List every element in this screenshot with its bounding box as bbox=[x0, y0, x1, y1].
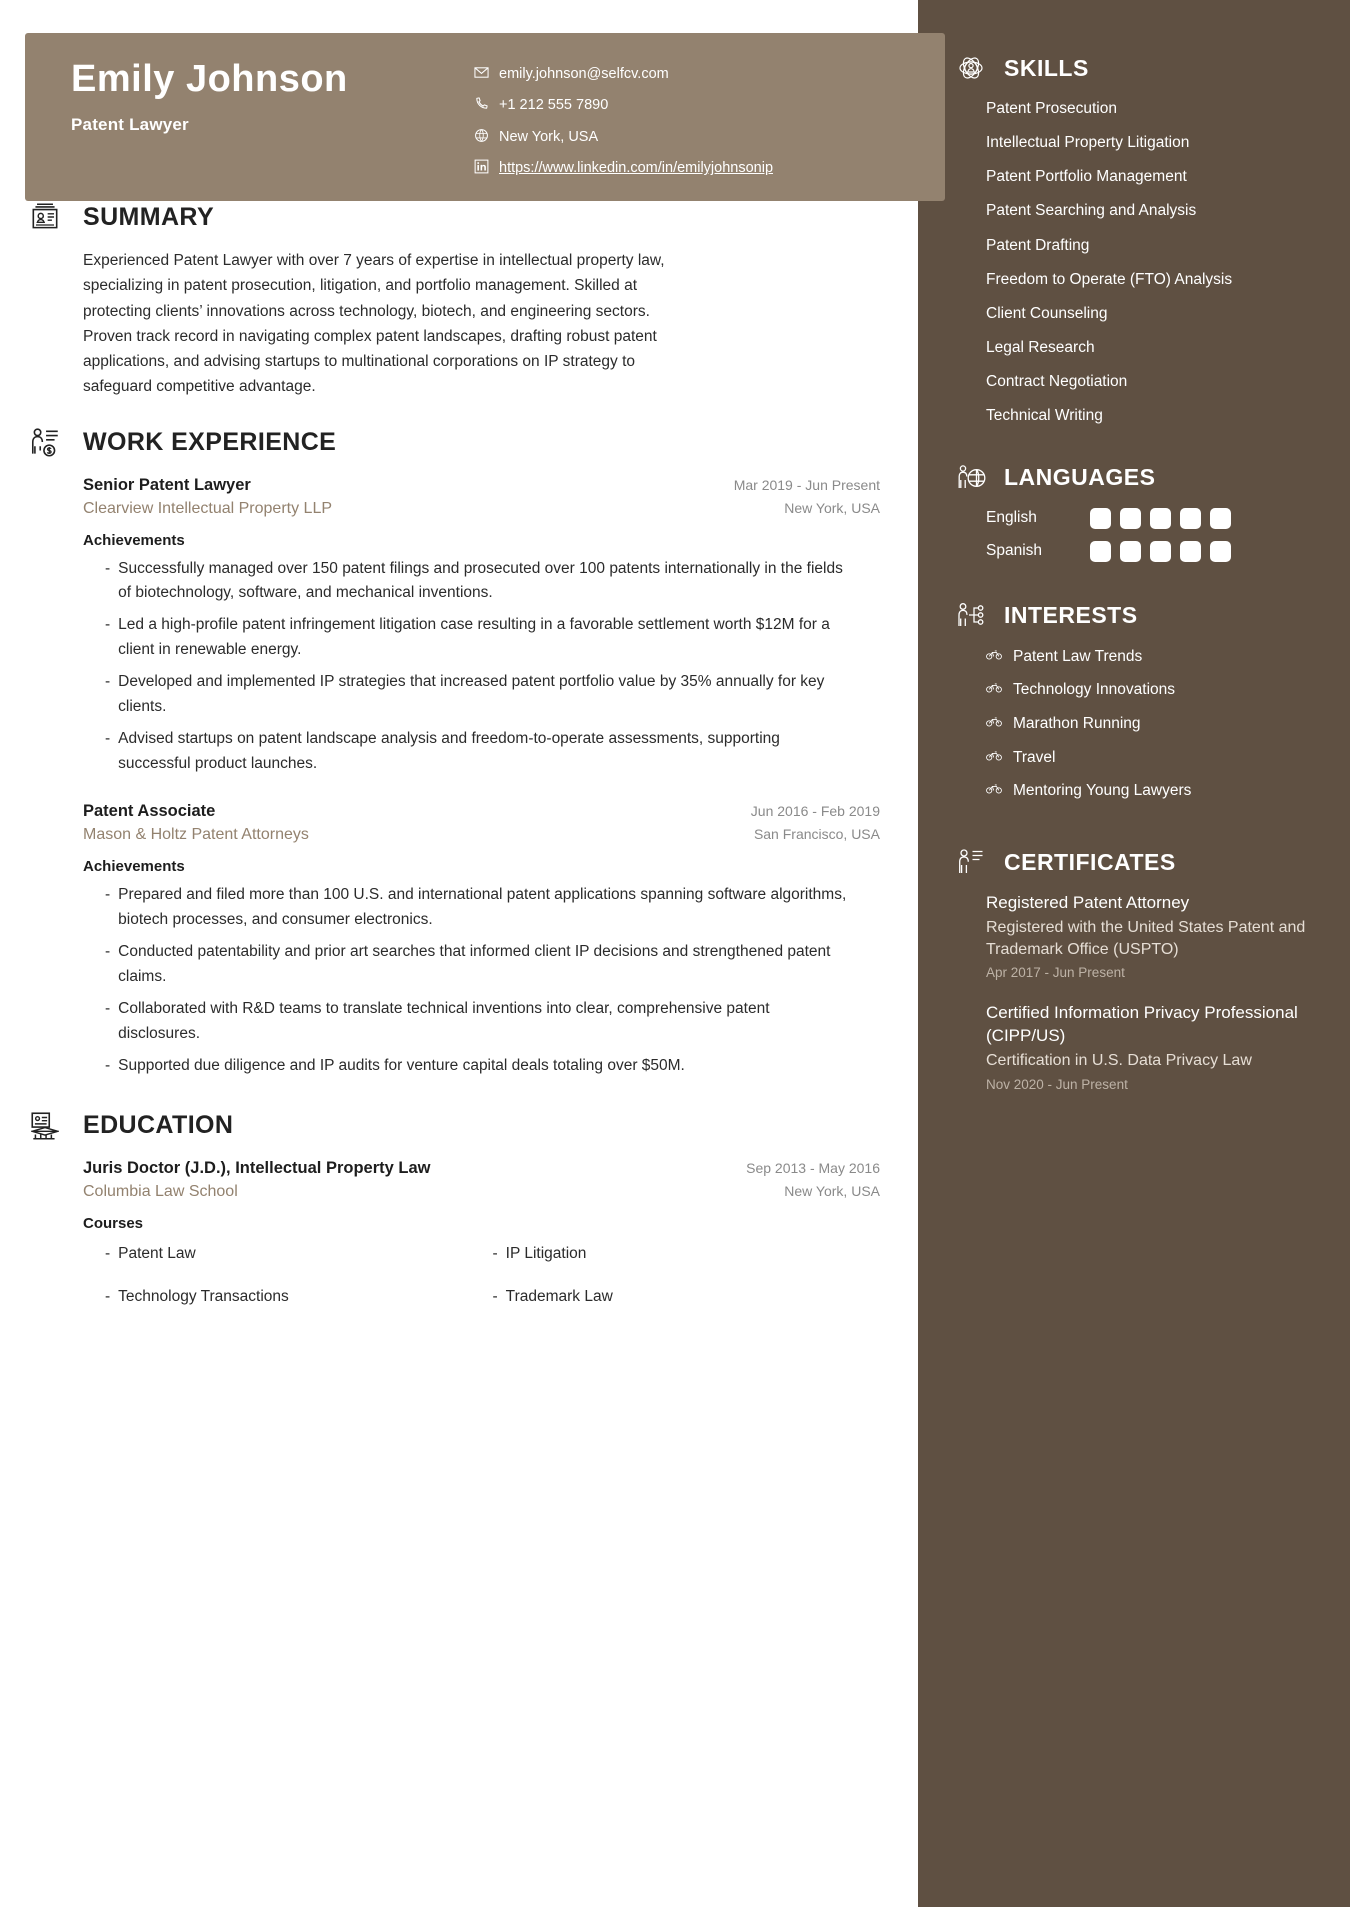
bullet-dash: - bbox=[105, 730, 111, 748]
level-dot bbox=[1090, 541, 1111, 562]
course-text: IP Litigation bbox=[505, 1244, 587, 1262]
certificate-description: Registered with the United States Patent and Trademark Office (USPTO) bbox=[986, 918, 1306, 958]
work-entry-header bbox=[83, 802, 880, 821]
globe-icon bbox=[471, 126, 491, 143]
work-entry-subheader bbox=[83, 826, 880, 844]
course-item bbox=[493, 1242, 881, 1265]
header-banner bbox=[25, 33, 945, 201]
skill-item: Intellectual Property Litigation bbox=[986, 134, 1190, 152]
work-entry bbox=[25, 802, 880, 1078]
education-entry-title: Juris Doctor (J.D.), Intellectual Property Law bbox=[83, 1158, 431, 1177]
achievement-item bbox=[105, 1054, 880, 1078]
bullet-dash: - bbox=[105, 1288, 111, 1306]
section-summary bbox=[25, 200, 880, 400]
work-entry-date: Mar 2019 - Jun Present bbox=[733, 476, 880, 493]
interests-heading bbox=[952, 600, 1316, 632]
bullet-dash: - bbox=[105, 1244, 111, 1262]
level-dot bbox=[1180, 508, 1201, 529]
work-entry-header bbox=[83, 476, 880, 495]
language-row bbox=[952, 541, 1316, 562]
work-entry bbox=[25, 476, 880, 777]
certificates-heading bbox=[952, 846, 1316, 878]
achievement-item bbox=[105, 940, 880, 989]
achievement-item bbox=[105, 727, 880, 776]
header-identity bbox=[71, 59, 471, 201]
summary-text: Experienced Patent Lawyer with over 7 years of expertise in intellectual property law, specializing in patent prosecution, litigation, and portfolio management. Skilled at protecting clients’ innovations across technology, biotech, and engineering sectors. Proven track record in navigating complex patent landscapes, drafting robust patent applications, and advising startups to multinational corporations on IP strategy to safeguard competitive advantage. bbox=[83, 252, 665, 396]
skill-item: Freedom to Operate (FTO) Analysis bbox=[986, 270, 1233, 288]
skill-item: Technical Writing bbox=[986, 407, 1103, 425]
language-row bbox=[952, 508, 1316, 529]
work-entry-organization: Mason & Holtz Patent Attorneys bbox=[83, 826, 309, 844]
envelope-icon bbox=[471, 63, 491, 80]
linkedin-icon bbox=[471, 157, 491, 174]
skill-item: Client Counseling bbox=[986, 304, 1108, 322]
contact-linkedin-text[interactable]: https://www.linkedin.com/in/emilyjohnsonip bbox=[499, 160, 774, 177]
contact-phone-text: +1 212 555 7890 bbox=[499, 97, 609, 114]
achievements-list bbox=[83, 883, 880, 1078]
language-name: Spanish bbox=[986, 542, 1043, 560]
skill-item: Patent Searching and Analysis bbox=[986, 202, 1197, 220]
achievement-text: Advised startups on patent landscape analysis and freedom-to-operate assessments, supporting successful product launches. bbox=[118, 730, 780, 772]
achievement-item bbox=[105, 613, 880, 662]
bullet-dash: - bbox=[492, 1288, 498, 1306]
courses-list bbox=[83, 1242, 880, 1329]
achievement-text: Prepared and filed more than 100 U.S. and international patent applications spanning software algorithms, biotech processes, and consumer electronics. bbox=[118, 886, 847, 928]
achievement-text: Successfully managed over 150 patent filings and prosecuted over 100 patents internationally in the fields of biotechnology, software, and mechanical inventions. bbox=[118, 559, 843, 601]
work-entry-subheader bbox=[83, 500, 880, 518]
bullet-dash: - bbox=[105, 886, 111, 904]
skill-item: Legal Research bbox=[986, 339, 1095, 357]
bicycle-icon bbox=[986, 780, 1004, 794]
skills-heading bbox=[952, 52, 1316, 84]
level-dot bbox=[1210, 541, 1231, 562]
work-experience-heading bbox=[25, 426, 880, 460]
certificate-date: Nov 2020 - Jun Present bbox=[986, 1076, 1128, 1092]
interest-label: Technology Innovations bbox=[1013, 681, 1176, 699]
work-experience-title: WORK EXPERIENCE bbox=[83, 428, 337, 456]
interests-title: INTERESTS bbox=[1004, 602, 1138, 629]
course-item bbox=[105, 1242, 493, 1265]
achievement-item bbox=[105, 883, 880, 932]
certificate-item bbox=[952, 1002, 1316, 1091]
languages-title: LANGUAGES bbox=[1004, 464, 1156, 491]
education-entry-subheader bbox=[83, 1183, 880, 1201]
person-network-icon bbox=[952, 600, 990, 632]
interest-label: Mentoring Young Lawyers bbox=[1013, 782, 1192, 800]
summary-heading bbox=[25, 200, 880, 234]
interest-label: Patent Law Trends bbox=[1013, 647, 1143, 665]
level-dot bbox=[1090, 508, 1111, 529]
level-dot bbox=[1180, 541, 1201, 562]
education-entry-header bbox=[83, 1159, 880, 1178]
achievement-text: Developed and implemented IP strategies that increased patent portfolio value by 35% annually for key clients. bbox=[118, 673, 825, 715]
level-dot bbox=[1150, 541, 1171, 562]
bicycle-icon bbox=[986, 713, 1004, 727]
summary-title: SUMMARY bbox=[83, 202, 215, 231]
contact-location bbox=[471, 126, 945, 148]
work-entry-organization: Clearview Intellectual Property LLP bbox=[83, 499, 333, 517]
bicycle-icon bbox=[986, 747, 1004, 761]
skill-item: Patent Drafting bbox=[986, 236, 1090, 254]
skill-item: Patent Prosecution bbox=[986, 100, 1117, 117]
interest-label: Travel bbox=[1013, 748, 1056, 766]
certificates-title: CERTIFICATES bbox=[1004, 848, 1176, 875]
certificate-item bbox=[952, 892, 1316, 980]
certificate-title: Certified Information Privacy Professional (CIPP/US) bbox=[986, 1003, 1298, 1046]
full-name: Emily Johnson bbox=[71, 58, 348, 100]
education-title: EDUCATION bbox=[83, 1111, 234, 1140]
bullet-dash: - bbox=[105, 1000, 111, 1018]
skill-item: Contract Negotiation bbox=[986, 373, 1128, 391]
bullet-dash: - bbox=[105, 943, 111, 961]
person-list-icon bbox=[952, 846, 990, 878]
education-entry bbox=[25, 1159, 880, 1329]
work-entry-location: New York, USA bbox=[784, 499, 880, 516]
course-text: Trademark Law bbox=[505, 1288, 613, 1306]
work-entry-title: Patent Associate bbox=[83, 802, 216, 821]
section-skills bbox=[952, 52, 1316, 428]
skill-item: Patent Portfolio Management bbox=[986, 168, 1187, 186]
section-certificates bbox=[952, 846, 1316, 1092]
education-heading bbox=[25, 1109, 880, 1143]
achievement-item bbox=[105, 557, 880, 606]
section-work-experience bbox=[25, 426, 880, 1079]
section-education bbox=[25, 1109, 880, 1329]
person-salary-icon bbox=[25, 426, 65, 460]
course-text: Technology Transactions bbox=[118, 1288, 289, 1306]
course-item bbox=[493, 1285, 881, 1308]
certificate-date: Apr 2017 - Jun Present bbox=[986, 965, 1125, 981]
bullet-dash: - bbox=[105, 1057, 111, 1075]
education-entry-date: Sep 2013 - May 2016 bbox=[746, 1159, 880, 1176]
achievement-text: Conducted patentability and prior art searches that informed client IP decisions and strengthened patent claims. bbox=[118, 943, 831, 985]
interest-item bbox=[952, 747, 1316, 769]
interest-item bbox=[952, 646, 1316, 668]
course-text: Patent Law bbox=[118, 1244, 196, 1262]
achievement-text: Led a high-profile patent infringement litigation case resulting in a favorable settlement worth $12M for a client in renewable energy. bbox=[118, 616, 830, 658]
achievement-item bbox=[105, 997, 880, 1046]
achievement-item bbox=[105, 670, 880, 719]
phone-icon bbox=[471, 94, 491, 111]
bicycle-icon bbox=[986, 679, 1004, 693]
contact-email-text: emily.johnson@selfcv.com bbox=[499, 66, 669, 82]
interest-item bbox=[952, 780, 1316, 802]
level-dot bbox=[1150, 508, 1171, 529]
graduation-icon bbox=[25, 1109, 65, 1143]
bicycle-icon bbox=[986, 646, 1004, 660]
certificate-description: Certification in U.S. Data Privacy Law bbox=[986, 1052, 1252, 1069]
interest-item bbox=[952, 713, 1316, 735]
interest-label: Marathon Running bbox=[1013, 714, 1141, 732]
person-globe-icon bbox=[952, 462, 990, 494]
contact-location-text: New York, USA bbox=[499, 128, 599, 145]
contact-email bbox=[471, 63, 945, 85]
language-level-dots bbox=[1090, 508, 1231, 529]
id-card-icon bbox=[25, 200, 65, 234]
work-entry-title: Senior Patent Lawyer bbox=[83, 475, 251, 494]
contact-phone bbox=[471, 94, 945, 116]
level-dot bbox=[1210, 508, 1231, 529]
courses-label: Courses bbox=[83, 1214, 144, 1232]
achievement-text: Collaborated with R&D teams to translate technical inventions into clear, comprehensive patent disclosures. bbox=[118, 1000, 770, 1042]
interest-item bbox=[952, 679, 1316, 701]
achievements-label: Achievements bbox=[83, 531, 185, 549]
section-languages bbox=[952, 462, 1316, 562]
language-level-dots bbox=[1090, 541, 1231, 562]
certificate-title: Registered Patent Attorney bbox=[986, 893, 1190, 912]
work-entry-location: San Francisco, USA bbox=[753, 826, 880, 843]
main-content bbox=[0, 200, 918, 1328]
skills-badge-icon bbox=[952, 52, 990, 84]
bullet-dash: - bbox=[105, 616, 111, 634]
skills-title: SKILLS bbox=[1004, 54, 1089, 81]
languages-heading bbox=[952, 462, 1316, 494]
sidebar bbox=[918, 0, 1350, 1907]
bullet-dash: - bbox=[492, 1244, 498, 1262]
education-entry-organization: Columbia Law School bbox=[83, 1182, 238, 1200]
level-dot bbox=[1120, 508, 1141, 529]
course-item bbox=[105, 1285, 493, 1308]
contact-list bbox=[471, 59, 945, 201]
achievements-list bbox=[83, 557, 880, 777]
work-entry-date: Jun 2016 - Feb 2019 bbox=[750, 803, 880, 820]
section-interests bbox=[952, 600, 1316, 802]
contact-linkedin[interactable] bbox=[471, 157, 945, 179]
bullet-dash: - bbox=[105, 673, 111, 691]
achievements-label: Achievements bbox=[83, 858, 185, 876]
job-title: Patent Lawyer bbox=[71, 114, 189, 134]
achievement-text: Supported due diligence and IP audits for venture capital deals totaling over $50M. bbox=[118, 1057, 685, 1075]
education-entry-location: New York, USA bbox=[784, 1182, 880, 1199]
level-dot bbox=[1120, 541, 1141, 562]
bullet-dash: - bbox=[105, 559, 111, 577]
language-name: English bbox=[986, 509, 1037, 527]
